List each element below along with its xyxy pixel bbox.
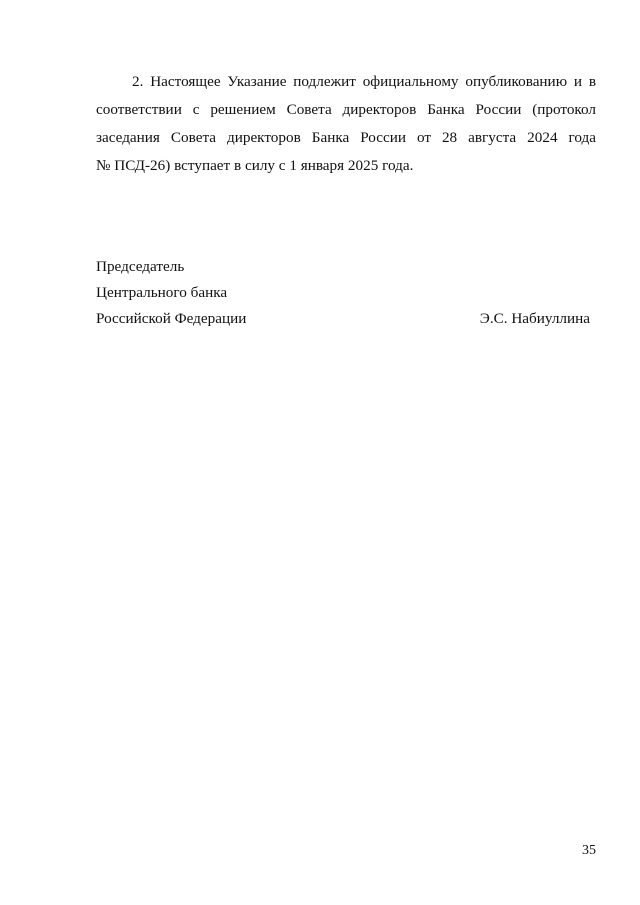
signatory-position-line: Российской Федерации bbox=[96, 310, 247, 327]
signatory-position-line: Председатель bbox=[96, 258, 185, 275]
signature-block bbox=[96, 254, 590, 332]
paragraph-line: заседания Совета директоров Банка России от 28 августа 2024 года bbox=[96, 129, 596, 146]
entry-into-force-paragraph bbox=[96, 68, 596, 180]
paragraph-line: № ПСД-26) вступает в силу с 1 января 2025 года. bbox=[96, 157, 414, 174]
paragraph-line: 2. Настоящее Указание подлежит официальному опубликованию и в bbox=[132, 73, 596, 90]
signatory-name: Э.С. Набиуллина bbox=[479, 310, 590, 327]
paragraph-line: соответствии с решением Совета директоров Банка России (протокол bbox=[96, 101, 596, 118]
signature-row bbox=[96, 280, 590, 306]
signature-row bbox=[96, 254, 590, 280]
page-number: 35 bbox=[582, 843, 596, 858]
signature-row bbox=[96, 306, 590, 332]
signatory-position-line: Центрального банка bbox=[96, 284, 228, 301]
